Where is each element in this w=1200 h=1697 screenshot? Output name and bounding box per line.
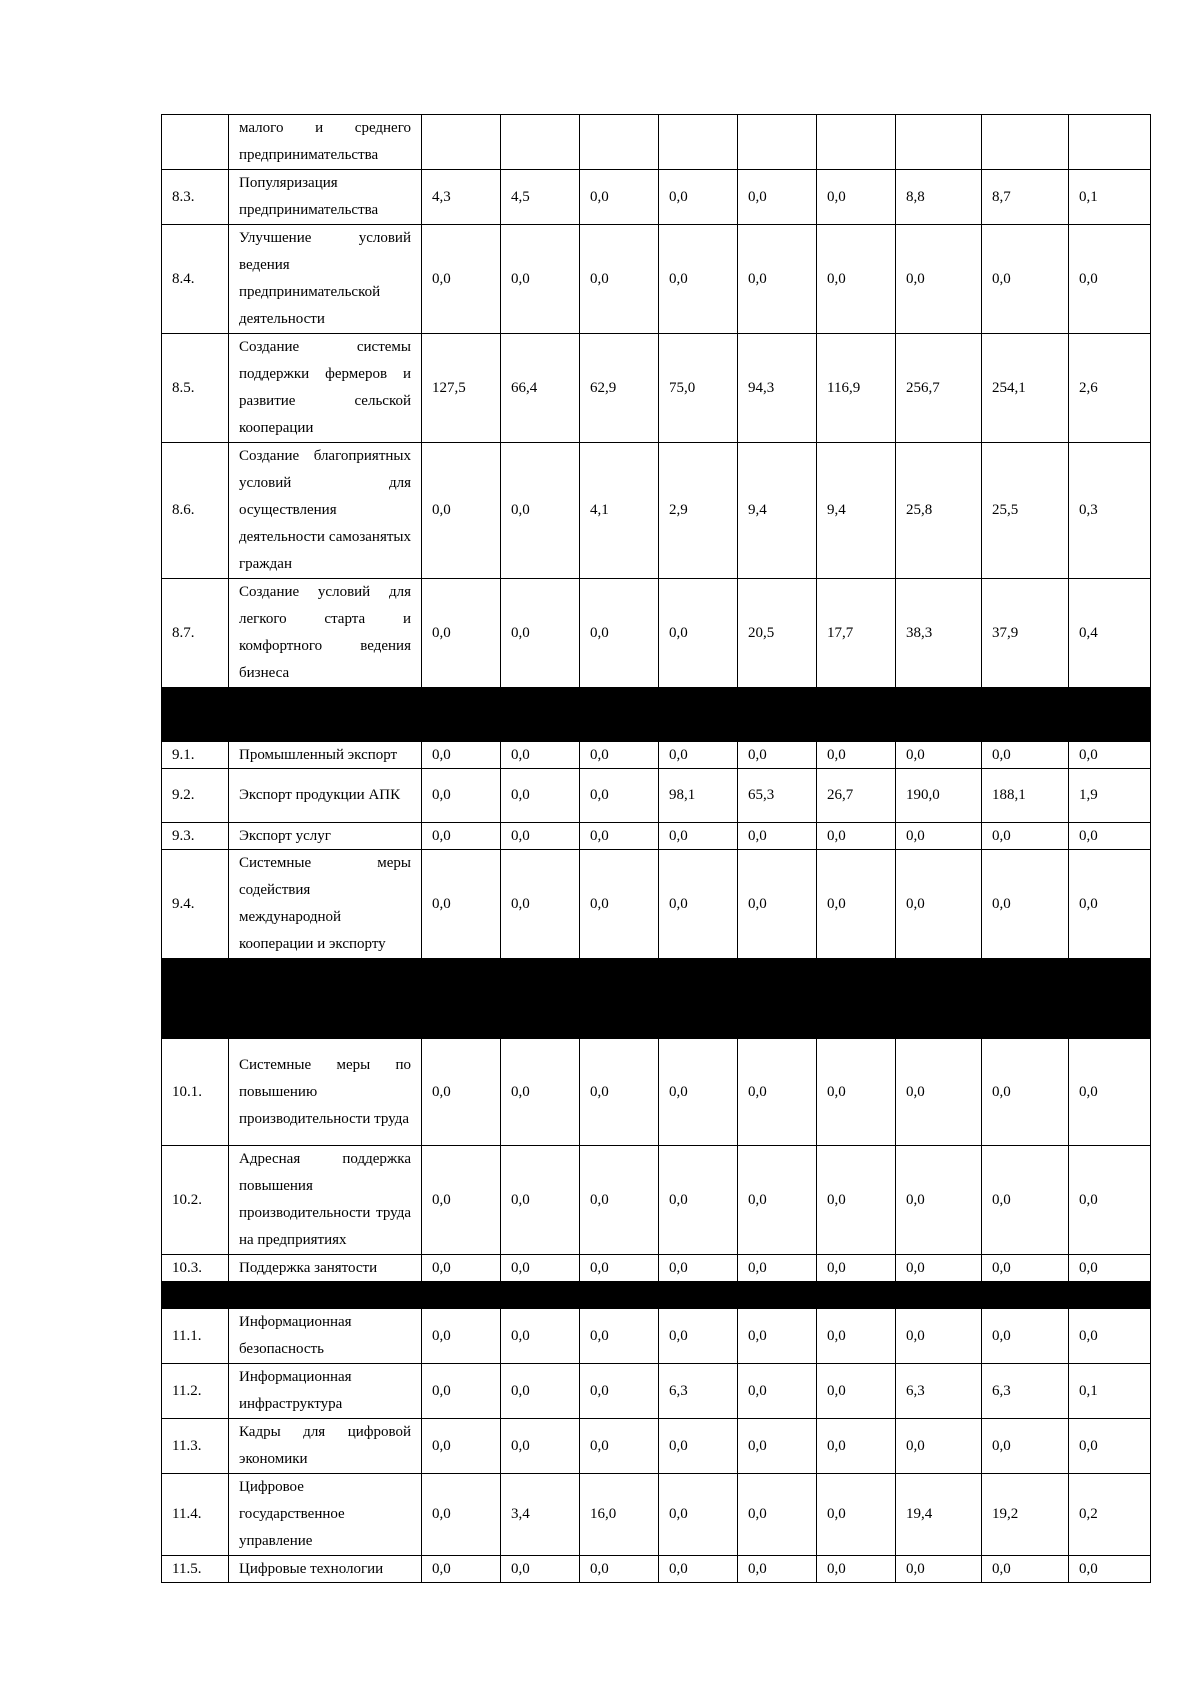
value-cell bbox=[896, 115, 982, 170]
value-cell: 0,0 bbox=[817, 823, 896, 850]
value-cell: 0,0 bbox=[580, 1309, 659, 1364]
value-cell: 0,0 bbox=[1069, 1255, 1151, 1282]
measure-name: Популяризация предпринимательства bbox=[229, 170, 422, 225]
value-cell: 0,0 bbox=[580, 769, 659, 823]
value-cell: 0,1 bbox=[1069, 1364, 1151, 1419]
value-cell: 17,7 bbox=[817, 579, 896, 688]
value-cell: 0,0 bbox=[817, 1364, 896, 1419]
value-cell: 0,0 bbox=[738, 1255, 817, 1282]
value-cell: 0,0 bbox=[580, 225, 659, 334]
value-cell: 9,4 bbox=[738, 443, 817, 579]
value-cell: 26,7 bbox=[817, 769, 896, 823]
value-cell: 0,0 bbox=[1069, 1556, 1151, 1583]
value-cell: 0,0 bbox=[817, 1556, 896, 1583]
value-cell: 0,0 bbox=[659, 225, 738, 334]
value-cell: 0,0 bbox=[659, 1419, 738, 1474]
value-cell: 0,0 bbox=[501, 1419, 580, 1474]
value-cell: 0,0 bbox=[1069, 850, 1151, 959]
value-cell: 0,0 bbox=[738, 742, 817, 769]
value-cell: 0,0 bbox=[738, 1364, 817, 1419]
value-cell: 0,0 bbox=[896, 823, 982, 850]
value-cell: 0,0 bbox=[1069, 1419, 1151, 1474]
value-cell: 0,0 bbox=[817, 170, 896, 225]
value-cell: 0,0 bbox=[1069, 1146, 1151, 1255]
value-cell: 0,0 bbox=[580, 850, 659, 959]
value-cell: 0,0 bbox=[659, 1255, 738, 1282]
value-cell: 0,0 bbox=[580, 170, 659, 225]
value-cell: 0,0 bbox=[422, 769, 501, 823]
value-cell: 0,0 bbox=[896, 1419, 982, 1474]
measure-name: Кадры для цифровой экономики bbox=[229, 1419, 422, 1474]
value-cell: 0,0 bbox=[422, 579, 501, 688]
value-cell: 4,1 bbox=[580, 443, 659, 579]
measure-name: Информационная инфраструктура bbox=[229, 1364, 422, 1419]
value-cell: 0,0 bbox=[422, 1146, 501, 1255]
measure-name: Создание системы поддержки фермеров и развитие сельской кооперации bbox=[229, 334, 422, 443]
value-cell: 0,0 bbox=[896, 1309, 982, 1364]
value-cell: 0,0 bbox=[422, 1556, 501, 1583]
value-cell: 0,0 bbox=[982, 1556, 1069, 1583]
value-cell: 116,9 bbox=[817, 334, 896, 443]
row-number: 10.1. bbox=[162, 1039, 229, 1146]
value-cell: 0,0 bbox=[501, 1556, 580, 1583]
value-cell: 0,0 bbox=[422, 443, 501, 579]
redaction-bar bbox=[162, 959, 1151, 1039]
value-cell: 1,9 bbox=[1069, 769, 1151, 823]
row-number: 11.1. bbox=[162, 1309, 229, 1364]
value-cell: 0,0 bbox=[817, 1039, 896, 1146]
value-cell: 0,0 bbox=[580, 1364, 659, 1419]
value-cell: 0,0 bbox=[738, 1556, 817, 1583]
table-row bbox=[162, 225, 1151, 334]
value-cell: 6,3 bbox=[896, 1364, 982, 1419]
value-cell: 0,0 bbox=[422, 850, 501, 959]
row-number: 9.3. bbox=[162, 823, 229, 850]
value-cell bbox=[659, 115, 738, 170]
table-row bbox=[162, 1364, 1151, 1419]
value-cell: 65,3 bbox=[738, 769, 817, 823]
table-row bbox=[162, 579, 1151, 688]
value-cell: 0,0 bbox=[896, 1039, 982, 1146]
row-number: 8.3. bbox=[162, 170, 229, 225]
value-cell: 0,0 bbox=[738, 1309, 817, 1364]
measure-name: Создание условий для легкого старта и комфортного ведения бизнеса bbox=[229, 579, 422, 688]
value-cell: 8,7 bbox=[982, 170, 1069, 225]
value-cell: 0,0 bbox=[501, 850, 580, 959]
value-cell: 0,0 bbox=[422, 742, 501, 769]
value-cell: 0,0 bbox=[422, 1474, 501, 1556]
value-cell: 0,0 bbox=[422, 823, 501, 850]
value-cell: 4,5 bbox=[501, 170, 580, 225]
table-row bbox=[162, 443, 1151, 579]
measure-name: Промышленный экспорт bbox=[229, 742, 422, 769]
table-row bbox=[162, 1255, 1151, 1282]
value-cell: 0,0 bbox=[817, 1255, 896, 1282]
value-cell: 0,0 bbox=[1069, 742, 1151, 769]
value-cell: 0,0 bbox=[422, 1419, 501, 1474]
value-cell bbox=[501, 115, 580, 170]
value-cell: 0,0 bbox=[659, 1474, 738, 1556]
value-cell: 127,5 bbox=[422, 334, 501, 443]
value-cell: 0,0 bbox=[580, 1146, 659, 1255]
table-row bbox=[162, 850, 1151, 959]
value-cell: 0,0 bbox=[501, 742, 580, 769]
value-cell: 0,0 bbox=[896, 1146, 982, 1255]
value-cell: 0,0 bbox=[982, 742, 1069, 769]
value-cell: 2,9 bbox=[659, 443, 738, 579]
value-cell: 6,3 bbox=[982, 1364, 1069, 1419]
value-cell: 0,0 bbox=[982, 1255, 1069, 1282]
value-cell: 0,0 bbox=[422, 1255, 501, 1282]
value-cell: 0,0 bbox=[659, 170, 738, 225]
table-row bbox=[162, 1419, 1151, 1474]
value-cell: 0,0 bbox=[738, 1474, 817, 1556]
measure-name: Улучшение условий ведения предпринимательской деятельности bbox=[229, 225, 422, 334]
value-cell: 0,0 bbox=[580, 1255, 659, 1282]
row-number: 8.5. bbox=[162, 334, 229, 443]
value-cell: 0,0 bbox=[659, 850, 738, 959]
table-row bbox=[162, 1039, 1151, 1146]
value-cell: 0,0 bbox=[896, 225, 982, 334]
value-cell: 98,1 bbox=[659, 769, 738, 823]
value-cell: 0,0 bbox=[659, 1039, 738, 1146]
value-cell: 6,3 bbox=[659, 1364, 738, 1419]
value-cell: 25,5 bbox=[982, 443, 1069, 579]
value-cell: 0,0 bbox=[817, 1474, 896, 1556]
value-cell: 0,0 bbox=[501, 1364, 580, 1419]
value-cell: 0,0 bbox=[738, 170, 817, 225]
redacted-section-header bbox=[162, 1282, 1151, 1309]
value-cell: 0,0 bbox=[817, 1309, 896, 1364]
value-cell: 20,5 bbox=[738, 579, 817, 688]
value-cell: 256,7 bbox=[896, 334, 982, 443]
value-cell: 94,3 bbox=[738, 334, 817, 443]
value-cell: 0,0 bbox=[817, 1146, 896, 1255]
value-cell: 0,0 bbox=[982, 1309, 1069, 1364]
row-number: 11.5. bbox=[162, 1556, 229, 1583]
table-row bbox=[162, 1309, 1151, 1364]
value-cell: 0,0 bbox=[896, 742, 982, 769]
value-cell bbox=[982, 115, 1069, 170]
value-cell: 0,0 bbox=[738, 1419, 817, 1474]
measure-name: Цифровое государственное управление bbox=[229, 1474, 422, 1556]
value-cell: 0,0 bbox=[501, 1255, 580, 1282]
table-row bbox=[162, 769, 1151, 823]
value-cell: 0,0 bbox=[817, 742, 896, 769]
value-cell: 0,0 bbox=[580, 1556, 659, 1583]
value-cell: 8,8 bbox=[896, 170, 982, 225]
value-cell: 0,0 bbox=[659, 1309, 738, 1364]
value-cell: 0,0 bbox=[982, 1419, 1069, 1474]
table-row bbox=[162, 334, 1151, 443]
value-cell: 254,1 bbox=[982, 334, 1069, 443]
value-cell bbox=[422, 115, 501, 170]
value-cell: 0,0 bbox=[501, 1309, 580, 1364]
value-cell: 19,2 bbox=[982, 1474, 1069, 1556]
value-cell: 19,4 bbox=[896, 1474, 982, 1556]
value-cell: 3,4 bbox=[501, 1474, 580, 1556]
value-cell: 0,0 bbox=[982, 225, 1069, 334]
value-cell bbox=[580, 115, 659, 170]
value-cell: 0,0 bbox=[659, 1556, 738, 1583]
value-cell: 62,9 bbox=[580, 334, 659, 443]
row-number: 10.2. bbox=[162, 1146, 229, 1255]
value-cell bbox=[817, 115, 896, 170]
value-cell: 0,0 bbox=[738, 225, 817, 334]
measure-name: Создание благоприятных условий для осуществления деятельности самозанятых граждан bbox=[229, 443, 422, 579]
value-cell: 190,0 bbox=[896, 769, 982, 823]
value-cell: 0,0 bbox=[1069, 823, 1151, 850]
value-cell: 0,0 bbox=[659, 823, 738, 850]
value-cell: 0,0 bbox=[738, 1146, 817, 1255]
table-row bbox=[162, 115, 1151, 170]
row-number: 11.2. bbox=[162, 1364, 229, 1419]
table-row bbox=[162, 823, 1151, 850]
row-number: 10.3. bbox=[162, 1255, 229, 1282]
value-cell: 0,0 bbox=[422, 1364, 501, 1419]
value-cell: 0,0 bbox=[580, 579, 659, 688]
value-cell: 0,0 bbox=[580, 1039, 659, 1146]
value-cell: 0,2 bbox=[1069, 1474, 1151, 1556]
measure-name: Цифровые технологии bbox=[229, 1556, 422, 1583]
value-cell: 0,0 bbox=[422, 1309, 501, 1364]
row-number: 9.4. bbox=[162, 850, 229, 959]
value-cell: 0,0 bbox=[501, 443, 580, 579]
value-cell bbox=[1069, 115, 1151, 170]
value-cell: 0,0 bbox=[422, 225, 501, 334]
value-cell: 9,4 bbox=[817, 443, 896, 579]
value-cell: 0,0 bbox=[501, 225, 580, 334]
value-cell: 0,0 bbox=[896, 850, 982, 959]
value-cell: 16,0 bbox=[580, 1474, 659, 1556]
table-body bbox=[162, 115, 1151, 1583]
row-number: 8.7. bbox=[162, 579, 229, 688]
value-cell: 37,9 bbox=[982, 579, 1069, 688]
value-cell: 75,0 bbox=[659, 334, 738, 443]
value-cell: 0,4 bbox=[1069, 579, 1151, 688]
value-cell: 0,0 bbox=[817, 225, 896, 334]
value-cell: 0,0 bbox=[738, 823, 817, 850]
value-cell: 0,0 bbox=[501, 579, 580, 688]
measure-name: Экспорт продукции АПК bbox=[229, 769, 422, 823]
measure-name: Поддержка занятости bbox=[229, 1255, 422, 1282]
redacted-section-header bbox=[162, 959, 1151, 1039]
value-cell: 25,8 bbox=[896, 443, 982, 579]
value-cell: 0,0 bbox=[738, 850, 817, 959]
budget-table bbox=[161, 114, 1151, 1583]
value-cell: 0,0 bbox=[580, 823, 659, 850]
redaction-bar bbox=[162, 1282, 1151, 1309]
measure-name: Информационная безопасность bbox=[229, 1309, 422, 1364]
value-cell: 0,0 bbox=[817, 850, 896, 959]
value-cell: 0,0 bbox=[896, 1556, 982, 1583]
table-row bbox=[162, 1146, 1151, 1255]
table-row bbox=[162, 1474, 1151, 1556]
value-cell: 0,0 bbox=[1069, 1039, 1151, 1146]
value-cell: 0,3 bbox=[1069, 443, 1151, 579]
row-number: 9.2. bbox=[162, 769, 229, 823]
value-cell: 66,4 bbox=[501, 334, 580, 443]
value-cell: 2,6 bbox=[1069, 334, 1151, 443]
value-cell: 0,0 bbox=[501, 769, 580, 823]
value-cell: 0,0 bbox=[501, 1039, 580, 1146]
value-cell bbox=[738, 115, 817, 170]
value-cell: 0,0 bbox=[1069, 1309, 1151, 1364]
value-cell: 0,0 bbox=[659, 579, 738, 688]
table-row bbox=[162, 170, 1151, 225]
value-cell: 0,0 bbox=[501, 823, 580, 850]
measure-name: Системные меры содействия международной кооперации и экспорту bbox=[229, 850, 422, 959]
value-cell: 0,0 bbox=[580, 742, 659, 769]
value-cell: 0,0 bbox=[738, 1039, 817, 1146]
value-cell: 0,0 bbox=[817, 1419, 896, 1474]
row-number: 9.1. bbox=[162, 742, 229, 769]
value-cell: 0,0 bbox=[501, 1146, 580, 1255]
value-cell: 0,0 bbox=[659, 1146, 738, 1255]
measure-name: Экспорт услуг bbox=[229, 823, 422, 850]
value-cell: 0,0 bbox=[896, 1255, 982, 1282]
row-number: 8.6. bbox=[162, 443, 229, 579]
value-cell: 0,0 bbox=[982, 1146, 1069, 1255]
redacted-section-header bbox=[162, 688, 1151, 742]
value-cell: 0,0 bbox=[982, 850, 1069, 959]
value-cell: 0,0 bbox=[982, 823, 1069, 850]
row-number: 11.3. bbox=[162, 1419, 229, 1474]
value-cell: 38,3 bbox=[896, 579, 982, 688]
value-cell: 0,0 bbox=[422, 1039, 501, 1146]
row-number: 11.4. bbox=[162, 1474, 229, 1556]
redaction-bar bbox=[162, 688, 1151, 742]
value-cell: 0,0 bbox=[1069, 225, 1151, 334]
table-row bbox=[162, 742, 1151, 769]
measure-name: Адресная поддержка повышения производительности труда на предприятиях bbox=[229, 1146, 422, 1255]
value-cell: 0,0 bbox=[982, 1039, 1069, 1146]
value-cell: 0,0 bbox=[659, 742, 738, 769]
value-cell: 0,0 bbox=[580, 1419, 659, 1474]
value-cell: 0,1 bbox=[1069, 170, 1151, 225]
table-row bbox=[162, 1556, 1151, 1583]
row-number: 8.4. bbox=[162, 225, 229, 334]
row-number bbox=[162, 115, 229, 170]
measure-name: Системные меры по повышению производительности труда bbox=[229, 1039, 422, 1146]
value-cell: 4,3 bbox=[422, 170, 501, 225]
measure-name: малого и среднего предпринимательства bbox=[229, 115, 422, 170]
value-cell: 188,1 bbox=[982, 769, 1069, 823]
